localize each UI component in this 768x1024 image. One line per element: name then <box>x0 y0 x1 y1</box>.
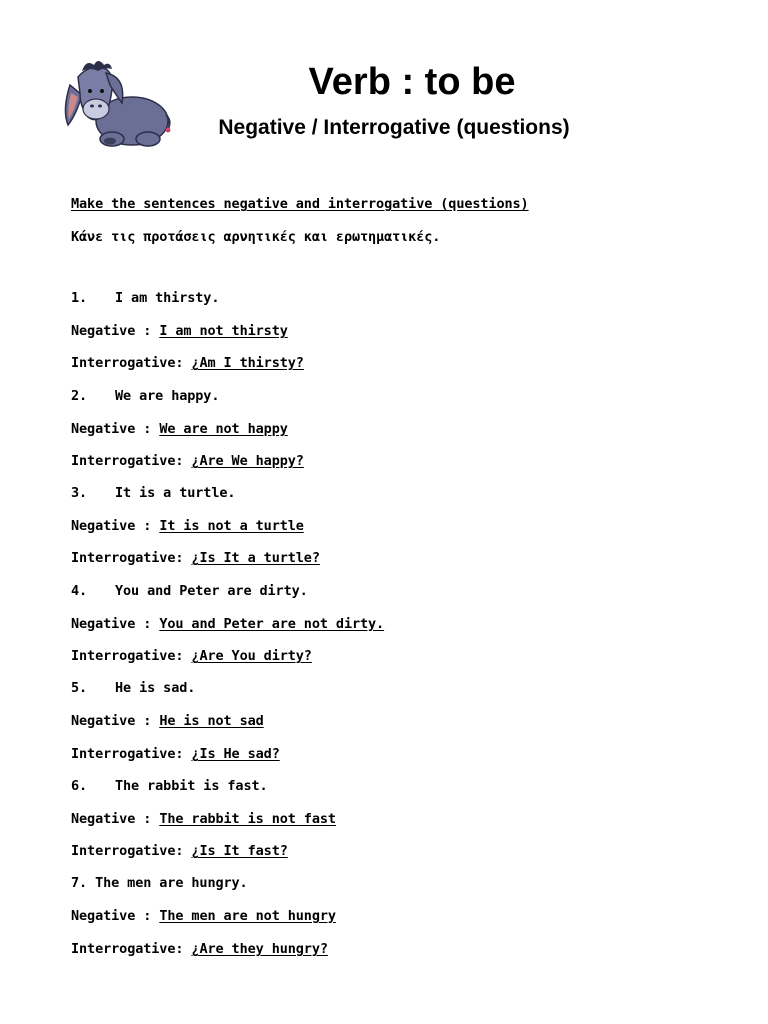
interrogative-row <box>71 940 328 958</box>
exercise-number: 2. <box>71 388 88 404</box>
negative-row <box>71 907 336 925</box>
negative-label: Negative : <box>71 421 160 437</box>
interrogative-row <box>71 549 320 567</box>
interrogative-label: Interrogative: <box>71 648 192 664</box>
exercise-number: 3. <box>71 485 88 501</box>
exercise-number: 1. <box>71 290 88 306</box>
negative-label: Negative : <box>71 908 160 924</box>
interrogative-answer: ¿Is It fast? <box>191 843 288 859</box>
negative-label: Negative : <box>71 811 160 827</box>
exercise-sentence <box>71 679 195 697</box>
interrogative-answer: ¿Is It a turtle? <box>191 550 320 566</box>
exercise-sentence-text: He is sad. <box>115 680 196 696</box>
interrogative-answer: ¿Am I thirsty? <box>191 355 304 371</box>
negative-answer: I am not thirsty <box>159 323 288 339</box>
interrogative-row <box>71 745 280 763</box>
negative-row <box>71 517 304 535</box>
exercise-number: 7. <box>71 875 88 891</box>
negative-answer: He is not sad <box>159 713 264 729</box>
interrogative-label: Interrogative: <box>71 843 192 859</box>
exercise-number: 5. <box>71 680 88 696</box>
negative-label: Negative : <box>71 616 160 632</box>
exercise-sentence-text: The men are hungry. <box>95 875 248 891</box>
interrogative-answer: ¿Are they hungry? <box>191 941 328 957</box>
negative-answer: The men are not hungry <box>159 908 336 924</box>
exercise-sentence <box>71 289 219 307</box>
negative-row <box>71 420 288 438</box>
exercise-sentence-text: It is a turtle. <box>115 485 236 501</box>
negative-row <box>71 615 384 633</box>
exercise-number: 4. <box>71 583 88 599</box>
negative-label: Negative : <box>71 713 160 729</box>
interrogative-row <box>71 452 304 470</box>
interrogative-label: Interrogative: <box>71 746 192 762</box>
interrogative-label: Interrogative: <box>71 550 192 566</box>
negative-row <box>71 810 336 828</box>
interrogative-label: Interrogative: <box>71 355 192 371</box>
interrogative-row <box>71 842 288 860</box>
interrogative-row <box>71 647 312 665</box>
negative-label: Negative : <box>71 518 160 534</box>
interrogative-answer: ¿Are We happy? <box>191 453 304 469</box>
exercise-sentence <box>71 582 308 600</box>
negative-answer: We are not happy <box>159 421 288 437</box>
exercise-sentence-text: I am thirsty. <box>115 290 220 306</box>
instructions-greek: Κάνε τις προτάσεις αρνητικές και ερωτηματικές. <box>71 229 441 245</box>
exercise-sentence <box>71 874 248 892</box>
negative-answer: You and Peter are not dirty. <box>159 616 385 632</box>
negative-row <box>71 322 288 340</box>
exercise-sentence <box>71 777 268 795</box>
negative-row <box>71 712 264 730</box>
page-title: Verb : to be <box>308 61 516 103</box>
negative-answer: It is not a turtle <box>159 518 304 534</box>
instructions-english: Make the sentences negative and interrogative (questions) <box>71 196 529 212</box>
exercise-sentence <box>71 484 235 502</box>
exercise-sentence-text: We are happy. <box>115 388 220 404</box>
interrogative-label: Interrogative: <box>71 941 192 957</box>
exercise-sentence-text: You and Peter are dirty. <box>115 583 308 599</box>
interrogative-row <box>71 354 304 372</box>
negative-answer: The rabbit is not fast <box>159 811 336 827</box>
exercise-sentence <box>71 387 219 405</box>
exercise-number: 6. <box>71 778 88 794</box>
exercise-sentence-text: The rabbit is fast. <box>115 778 268 794</box>
page-subtitle: Negative / Interrogative (questions) <box>218 116 570 139</box>
interrogative-label: Interrogative: <box>71 453 192 469</box>
negative-label: Negative : <box>71 323 160 339</box>
interrogative-answer: ¿Are You dirty? <box>191 648 312 664</box>
interrogative-answer: ¿Is He sad? <box>191 746 280 762</box>
